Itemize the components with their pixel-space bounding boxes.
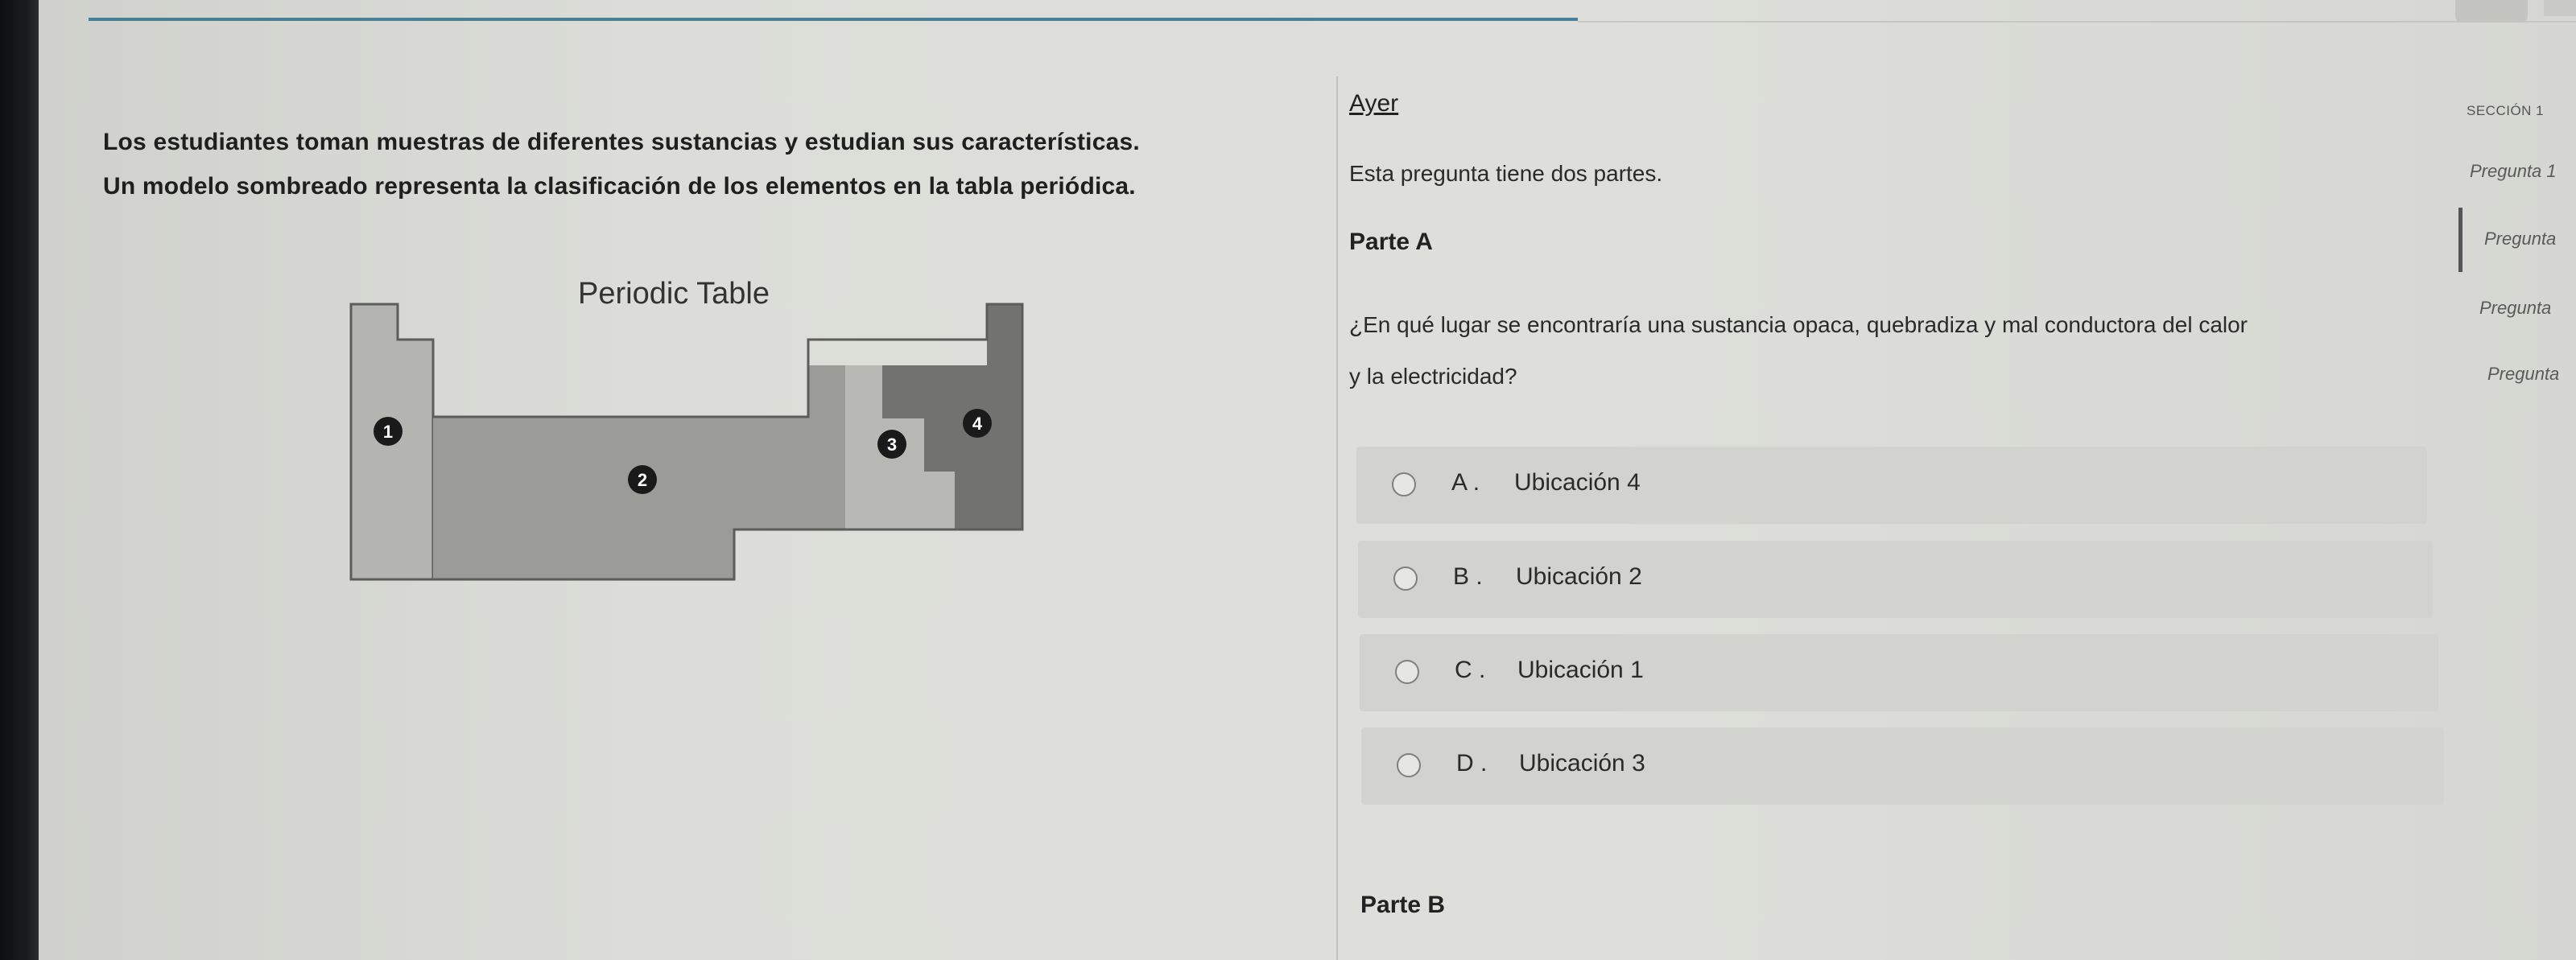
option-text-d: Ubicación 3: [1519, 750, 1645, 777]
window-button[interactable]: [2455, 0, 2528, 23]
marker-3: [877, 430, 906, 459]
nav-item-pregunta-2[interactable]: Pregunta: [2484, 229, 2557, 249]
question-text-line-1: ¿En qué lugar se encontraría una sustancia opaca, quebradiza y mal conductora del calor: [1349, 312, 2248, 337]
nav-item-pregunta-4[interactable]: Pregunta: [2487, 364, 2560, 384]
stimulus-text-line-1: Los estudiantes toman muestras de diferentes sustancias y estudian sus características.: [103, 129, 1140, 155]
radio-button-a[interactable]: [1392, 472, 1416, 496]
marker-1-label: 1: [382, 422, 394, 442]
marker-4-label: 4: [972, 414, 983, 434]
nav-current-indicator: [2458, 208, 2462, 272]
radio-button-c[interactable]: [1395, 660, 1419, 684]
answer-option-c[interactable]: [1360, 634, 2438, 711]
pane-divider[interactable]: [1336, 76, 1338, 960]
screen-edge: [0, 0, 39, 960]
answer-option-d[interactable]: [1361, 727, 2444, 805]
radio-button-d[interactable]: [1397, 753, 1421, 777]
marker-2-label: 2: [637, 470, 648, 490]
option-letter-d: D .: [1456, 750, 1488, 777]
marker-4: [963, 409, 992, 438]
periodic-table-title: Periodic Table: [578, 277, 770, 311]
option-letter-c: C .: [1455, 657, 1486, 683]
stimulus-text-line-2: Un modelo sombreado representa la clasificación de los elementos en la tabla periódica.: [103, 173, 1136, 200]
radio-button-b[interactable]: [1393, 567, 1418, 591]
option-text-a: Ubicación 4: [1514, 469, 1641, 496]
marker-1: [374, 417, 402, 446]
progress-bar: [89, 18, 1578, 21]
nav-item-pregunta-1[interactable]: Pregunta 1: [2470, 161, 2557, 181]
option-letter-a: A .: [1451, 469, 1480, 496]
part-b-heading: Parte B: [1360, 892, 1446, 918]
option-text-b: Ubicación 2: [1516, 563, 1642, 590]
periodic-table-figure: [338, 298, 1030, 587]
option-letter-b: B .: [1453, 563, 1483, 590]
marker-2: [628, 465, 657, 494]
answer-option-b[interactable]: [1358, 541, 2433, 618]
question-intro: Esta pregunta tiene dos partes.: [1349, 161, 1663, 186]
top-divider: [1578, 21, 2576, 23]
nav-section-label: SECCIÓN 1: [2467, 103, 2545, 118]
question-text-line-2: y la electricidad?: [1349, 364, 1517, 389]
question-text: [1349, 299, 2428, 402]
ayer-link[interactable]: Ayer: [1349, 90, 1399, 117]
part-a-heading: Parte A: [1349, 229, 1433, 255]
option-text-c: Ubicación 1: [1517, 657, 1644, 683]
nav-item-pregunta-3[interactable]: Pregunta: [2479, 298, 2552, 318]
window-button-secondary[interactable]: [2544, 0, 2576, 16]
marker-3-label: 3: [886, 435, 898, 455]
answer-option-a[interactable]: [1356, 447, 2427, 524]
